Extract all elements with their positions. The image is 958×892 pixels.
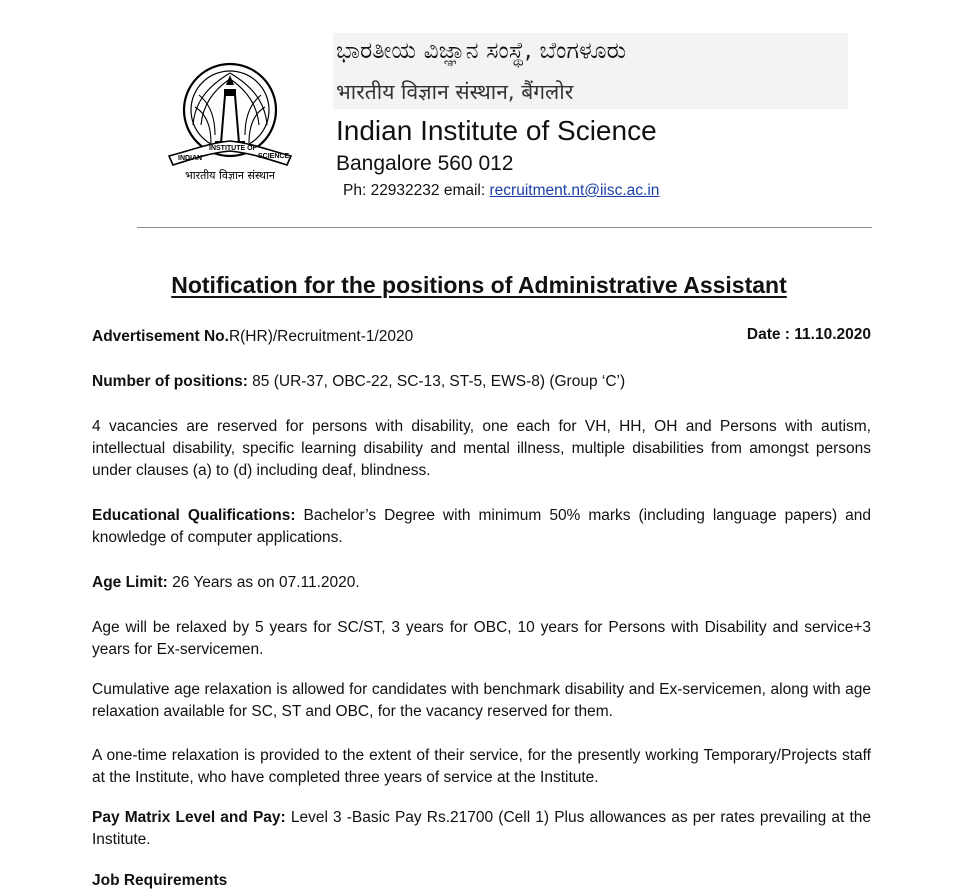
logo-caption: भारतीय विज्ञान संस्थान [184, 169, 276, 182]
iisc-logo [165, 55, 295, 185]
education-paragraph [92, 505, 871, 549]
age-limit-value: 26 Years as on 07.11.2020. [167, 574, 360, 591]
job-requirements-heading: Job Requirements [92, 872, 228, 889]
email-link[interactable]: recruitment.nt@iisc.ac.in [489, 182, 660, 199]
education-label: Educational Qualifications: [92, 507, 296, 524]
positions-value: 85 (UR-37, OBC-22, SC-13, ST-5, EWS-8) (Group ‘C’) [247, 373, 626, 390]
notification-title-text: Notification for the positions of Administrative Assistant [171, 272, 787, 298]
pay-value: Level 3 -Basic Pay Rs.21700 (Cell 1) Plus allowances as per rates prevailing at the Institute. [92, 809, 872, 848]
cumulative-relaxation-paragraph: Cumulative age relaxation is allowed for candidates with benchmark disability and Ex-servicemen, along with age relaxation available for SC, ST and OBC, for the vacancy reserved for them. [92, 681, 871, 720]
phone-label: Ph: 22932232 email: [343, 182, 490, 199]
pay-label: Pay Matrix Level and Pay: [92, 809, 286, 826]
positions-line [92, 371, 871, 393]
positions-label: Number of positions: [92, 373, 248, 390]
advertisement-label: Advertisement No. [92, 328, 229, 345]
logo-ring-left: INDIAN [178, 155, 203, 162]
contact-line [343, 182, 659, 200]
notification-date: Date : 11.10.2020 [746, 326, 871, 343]
notification-title [0, 272, 958, 299]
one-time-relaxation-paragraph: A one-time relaxation is provided to the extent of their service, for the presently working Temporary/Projects staff at the Institute, who have completed three years of service at the Institute. [92, 747, 871, 786]
education-value: Bachelor’s Degree with minimum 50% marks (including language papers) and knowledge of computer applications. [92, 507, 871, 546]
age-limit-label: Age Limit: [92, 574, 168, 591]
age-limit-line [92, 572, 871, 594]
pay-paragraph [92, 807, 871, 851]
disability-reservation-paragraph: 4 vacancies are reserved for persons with disability, one each for VH, HH, OH and Persons with autism, intellectual disability, specific learning disability and mental illness, multiple disabilities from amongst persons under clauses (a) to (d) including deaf, blindness. [92, 418, 871, 479]
header-divider [137, 227, 872, 228]
institute-name-kannada: ಭಾರತೀಯ ವಿಜ್ಞಾನ ಸಂಸ್ಥೆ, ಬೆಂಗಳೂರು [336, 38, 627, 64]
age-relaxation-paragraph: Age will be relaxed by 5 years for SC/ST, 3 years for OBC, 10 years for Persons with Disability and service+3 years for Ex-servicemen. [92, 619, 871, 658]
advertisement-number: R(HR)/Recruitment-1/2020 [228, 328, 414, 345]
logo-ring-center: INSTITUTE OF [209, 145, 257, 152]
logo-ring-right: SCIENCE [258, 153, 290, 160]
institute-name-english: Indian Institute of Science [336, 115, 657, 146]
institute-name-hindi: भारतीय विज्ञान संस्थान, बैंगलोर [336, 80, 574, 104]
institute-city: Bangalore 560 012 [336, 152, 514, 175]
